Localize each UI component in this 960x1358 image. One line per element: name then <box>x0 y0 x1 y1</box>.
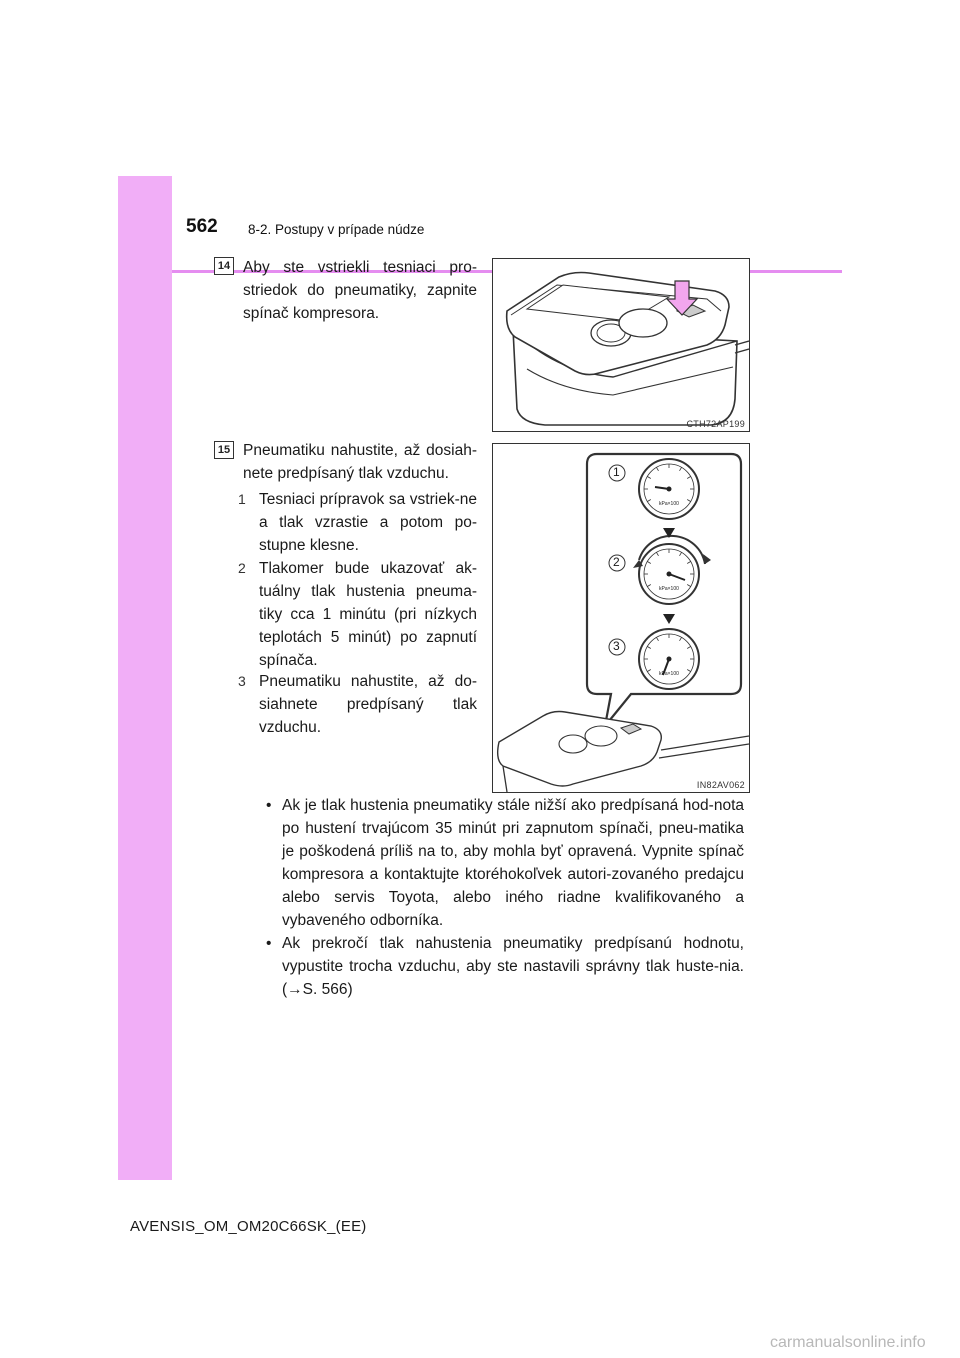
watermark: carmanualsonline.info <box>770 1334 926 1351</box>
step-15-text: Pneumatiku nahustite, až dosiah-nete predpísaný tlak vzduchu. <box>243 442 477 482</box>
substep-3-text: Pneumatiku nahustite, až do-siahnete predpísaný tlak vzduchu. <box>259 673 477 736</box>
figure-code: CTH72AP199 <box>686 419 745 429</box>
figure-pressure-gauge-sequence <box>492 443 750 793</box>
compressor-illustration <box>493 259 749 431</box>
gauge-unit-1: kPa×100 <box>659 501 679 507</box>
gauge-label-1: 1 <box>613 465 620 479</box>
document-code: AVENSIS_OM_OM20C66SK_(EE) <box>130 1218 367 1235</box>
note-item: • Ak je tlak hustenia pneumatiky stále nižší ako predpísaná hod-nota po hustení trvajúcom 35 minút pri zapnutom spínači, pneu-matika je poškodená príliš na to, aby mohla byť opravená. Vypnite spínač kompresora a kontaktujte ktoréhokoľvek autori-zovaného predajcu alebo servis Toyota, alebo iného riadne kvalifikovaného a vybaveného odborníka. <box>266 794 744 932</box>
page-number: 562 <box>186 216 218 237</box>
note-item: • Ak prekročí tlak nahustenia pneumatiky predpísanú hodnotu, vypustite trocha vzduchu, aby ste nastavili správny tlak huste-nia. (→S. 566) <box>266 932 744 1001</box>
substep-number-2: 2 <box>238 560 246 576</box>
gauge-label-3: 3 <box>613 639 620 653</box>
step-number-14: 14 <box>214 257 234 275</box>
chapter-sidebar-tab <box>118 176 172 1180</box>
gauge-label-2: 2 <box>613 555 620 569</box>
substep-1-text: Tesniaci prípravok sa vstriek-ne a tlak vzrastie a potom po-stupne klesne. <box>259 491 477 554</box>
notes-list <box>266 794 744 1001</box>
gauge-unit-3: kPa×100 <box>659 671 679 677</box>
step-number-15: 15 <box>214 441 234 459</box>
gauge-sequence-illustration <box>493 444 749 792</box>
substep-2-text: Tlakomer bude ukazovať ak-tuálny tlak hustenia pneuma-tiky cca 1 minútu (pri nízkych teplotách 5 minút) po zapnutí spínača. <box>259 560 477 669</box>
figure-code: IN82AV062 <box>696 780 745 790</box>
gauge-unit-2: kPa×100 <box>659 586 679 592</box>
step-14-text: Aby ste vstriekli tesniaci pro-striedok do pneumatiky, zapnite spínač kompresora. <box>243 259 477 322</box>
section-title: 8-2. Postupy v prípade núdze <box>248 222 425 237</box>
figure-compressor-switch <box>492 258 750 432</box>
substep-number-3: 3 <box>238 673 246 689</box>
substep-number-1: 1 <box>238 491 246 507</box>
